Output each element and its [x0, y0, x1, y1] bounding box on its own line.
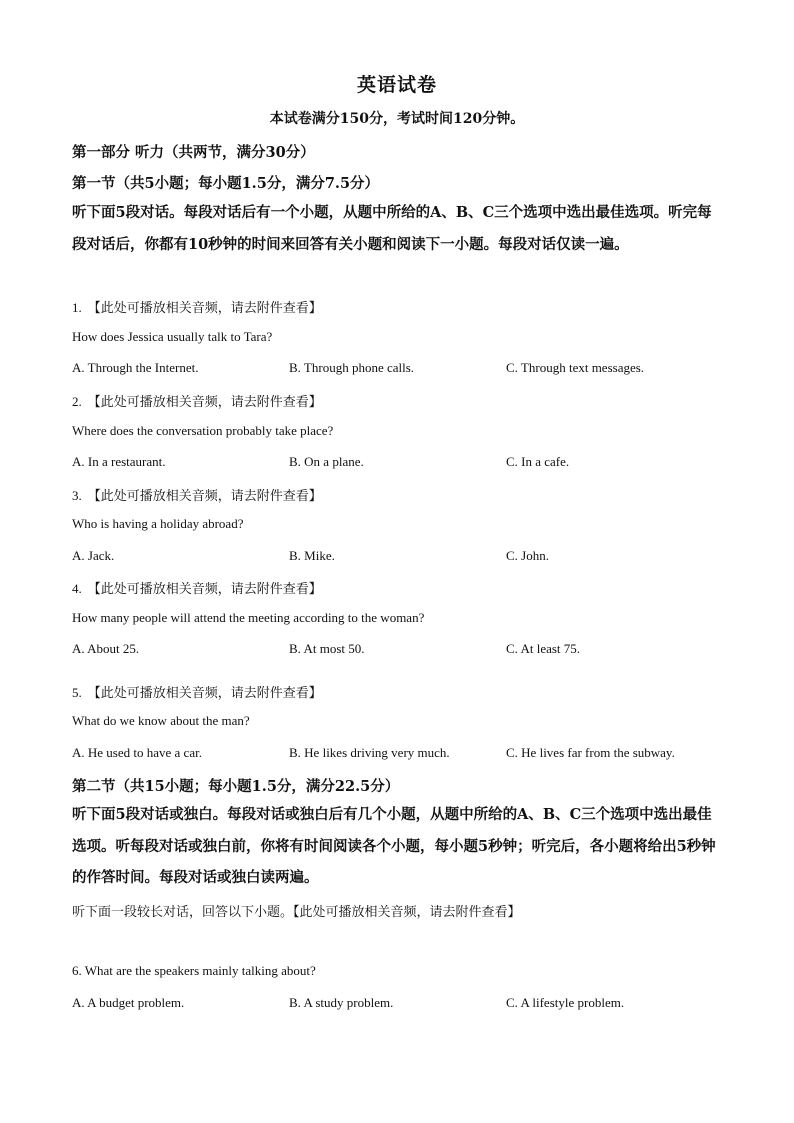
- question-5-text: What do we know about the man?: [72, 713, 250, 728]
- section1-instructions: 听下面5段对话。每段对话后有一个小题，从题中所给的A、B、C三个选项中选出最佳选项。听完每段对话后，你都有10秒钟的时间来回答有关小题和阅读下一小题。每段对话仅读一遍。: [72, 204, 712, 253]
- page-title: 英语试卷: [356, 74, 437, 96]
- question-2-option-b: B. On a plane.: [289, 454, 364, 469]
- audio-note: 【此处可播放相关音频，请去附件查看】: [87, 582, 322, 597]
- question-4-text: How many people will attend the meeting according to the woman?: [72, 610, 425, 625]
- section2-instructions: 听下面5段对话或独白。每段对话或独白后有几个小题，从题中所给的A、B、C三个选项中选出最佳选项。听每段对话或独白前，你将有时间阅读各个小题，每小题5秒钟；听完后，各小题将给出5秒钟的作答时间。每段对话或独白读两遍。: [72, 806, 716, 886]
- question-1-option-a: A. Through the Internet.: [72, 360, 199, 375]
- question-4-option-a: A. About 25.: [72, 641, 140, 656]
- question-3-option-c: C. John.: [506, 548, 549, 563]
- question-4-audio: [72, 578, 322, 597]
- question-6-text: 6. What are the speakers mainly talking about?: [72, 963, 316, 978]
- question-number: 4.: [72, 581, 82, 596]
- audio-note: 【此处可播放相关音频，请去附件查看】: [87, 489, 322, 504]
- question-number: 1.: [72, 300, 82, 315]
- question-1-option-c: C. Through text messages.: [506, 360, 645, 375]
- audio-note: 【此处可播放相关音频，请去附件查看】: [87, 686, 322, 701]
- question-5-option-c: C. He lives far from the subway.: [506, 745, 675, 760]
- question-1-text: How does Jessica usually talk to Tara?: [72, 329, 273, 344]
- exam-subtitle: 本试卷满分150分，考试时间120分钟。: [269, 111, 525, 127]
- question-6-option-c: C. A lifestyle problem.: [506, 995, 625, 1010]
- part1-heading: 第一部分 听力（共两节，满分30分）: [72, 144, 315, 161]
- question-4-option-b: B. At most 50.: [289, 641, 365, 656]
- question-2-option-c: C. In a cafe.: [506, 454, 570, 469]
- question-2-text: Where does the conversation probably take place?: [72, 423, 334, 438]
- question-3-option-a: A. Jack.: [72, 548, 115, 563]
- question-5-option-b: B. He likes driving very much.: [289, 745, 450, 760]
- question-number: 5.: [72, 685, 82, 700]
- audio-note: 【此处可播放相关音频，请去附件查看】: [87, 395, 322, 410]
- question-2-audio: [72, 391, 322, 410]
- question-number: 3.: [72, 488, 82, 503]
- question-6-option-b: B. A study problem.: [289, 995, 394, 1010]
- question-2-option-a: A. In a restaurant.: [72, 454, 166, 469]
- question-3-text: Who is having a holiday abroad?: [72, 516, 244, 531]
- audio-note: 【此处可播放相关音频，请去附件查看】: [87, 301, 322, 316]
- section2-audio-note: 听下面一段较长对话，回答以下小题。【此处可播放相关音频，请去附件查看】: [72, 905, 521, 920]
- question-1-audio: [72, 297, 322, 316]
- question-number: 2.: [72, 394, 82, 409]
- question-6-option-a: A. A budget problem.: [72, 995, 185, 1010]
- question-3-audio: [72, 485, 322, 504]
- question-4-option-c: C. At least 75.: [506, 641, 581, 656]
- question-5-option-a: A. He used to have a car.: [72, 745, 202, 760]
- question-5-audio: [72, 682, 322, 701]
- question-1-option-b: B. Through phone calls.: [289, 360, 415, 375]
- question-3-option-b: B. Mike.: [289, 548, 335, 563]
- section2-heading: 第二节（共15小题；每小题1.5分，满分22.5分）: [72, 778, 400, 795]
- section1-heading: 第一节（共5小题；每小题1.5分，满分7.5分）: [72, 175, 380, 192]
